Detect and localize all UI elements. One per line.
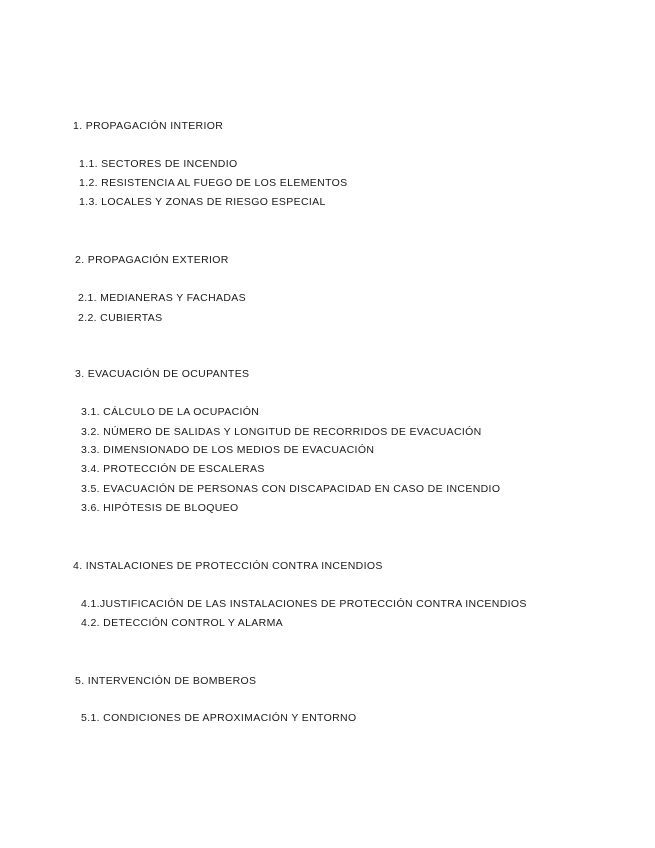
section-heading: 2. PROPAGACIÓN EXTERIOR	[75, 254, 229, 266]
section-item: 5.1. CONDICIONES DE APROXIMACIÓN Y ENTORNO	[81, 712, 357, 724]
section-item: 3.1. CÁLCULO DE LA OCUPACIÓN	[81, 406, 260, 418]
section-item: 2.1. MEDIANERAS Y FACHADAS	[78, 292, 247, 304]
section-heading: 1. PROPAGACIÓN INTERIOR	[73, 120, 224, 132]
section-item: 2.2. CUBIERTAS	[78, 312, 163, 324]
section-item: 1.1. SECTORES DE INCENDIO	[79, 158, 238, 170]
section-heading: 4. INSTALACIONES DE PROTECCIÓN CONTRA INCENDIOS	[73, 560, 383, 572]
section-item: 3.4. PROTECCIÓN DE ESCALERAS	[81, 463, 265, 475]
section-item: 4.2. DETECCIÓN CONTROL Y ALARMA	[81, 617, 284, 629]
section-item: 3.6. HIPÓTESIS DE BLOQUEO	[81, 502, 239, 514]
section-item: 1.3. LOCALES Y ZONAS DE RIESGO ESPECIAL	[79, 196, 326, 208]
section-item: 3.2. NÚMERO DE SALIDAS Y LONGITUD DE RECORRIDOS DE EVACUACIÓN	[81, 426, 482, 438]
section-item: 3.5. EVACUACIÓN DE PERSONAS CON DISCAPACIDAD EN CASO DE INCENDIO	[81, 483, 501, 495]
section-item: 1.2. RESISTENCIA AL FUEGO DE LOS ELEMENTOS	[79, 177, 348, 189]
section-heading: 3. EVACUACIÓN DE OCUPANTES	[75, 368, 250, 380]
section-item: 4.1.JUSTIFICACIÓN DE LAS INSTALACIONES DE PROTECCIÓN CONTRA INCENDIOS	[81, 598, 527, 610]
section-heading: 5. INTERVENCIÓN DE BOMBEROS	[75, 675, 257, 687]
section-item: 3.3. DIMENSIONADO DE LOS MEDIOS DE EVACUACIÓN	[81, 444, 375, 456]
